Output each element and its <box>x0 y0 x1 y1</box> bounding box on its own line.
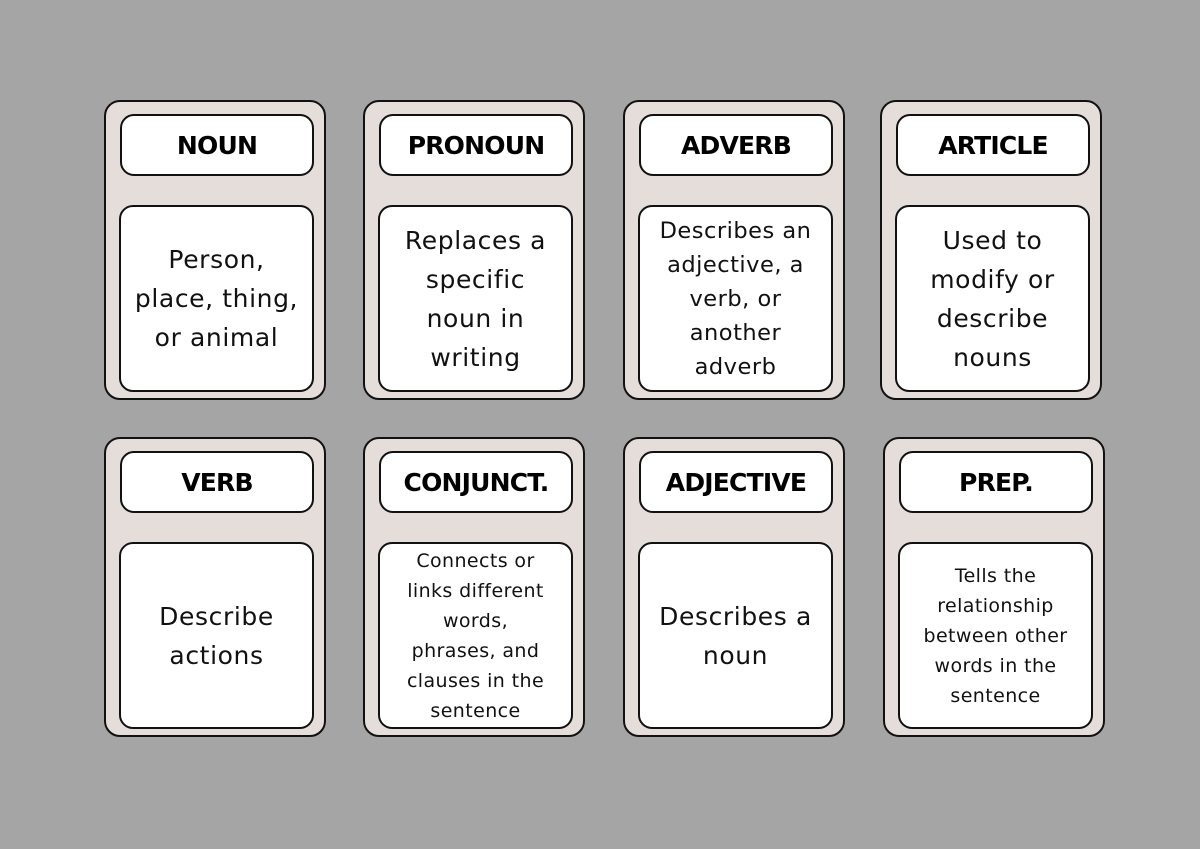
card-title: PREP. <box>959 467 1033 497</box>
card-title-box <box>899 451 1093 513</box>
card-preposition <box>883 437 1105 737</box>
card-title-box <box>120 114 314 176</box>
card-title-box <box>379 114 573 176</box>
description-line: Replaces a specific noun in writing <box>404 225 547 372</box>
card-noun <box>104 100 326 400</box>
card-description <box>659 597 812 675</box>
card-title: CONJUNCT. <box>403 467 549 497</box>
card-title: NOUN <box>176 130 258 160</box>
card-title: PRONOUN <box>407 130 545 160</box>
card-title-box <box>896 114 1090 176</box>
card-description <box>405 221 546 377</box>
card-description <box>159 597 274 675</box>
description-line: Person, place, thing, or animal <box>134 245 299 352</box>
card-description <box>407 546 544 726</box>
card-description-box <box>638 542 833 729</box>
card-adverb <box>623 100 845 400</box>
card-description-box <box>378 542 573 729</box>
card-verb <box>104 437 326 737</box>
card-article <box>880 100 1102 400</box>
card-adjective <box>623 437 845 737</box>
card-description-box <box>119 542 314 729</box>
card-description <box>135 240 298 357</box>
description-line: Connects or links different words, phrases, and clauses in the sentence <box>406 549 545 722</box>
card-description-box <box>898 542 1093 729</box>
card-title: VERB <box>181 467 253 497</box>
card-title: ADVERB <box>680 130 792 160</box>
description-line: Used to modify or describe nouns <box>930 225 1055 372</box>
card-description <box>930 221 1055 377</box>
card-description-box <box>119 205 314 392</box>
card-title-box <box>639 114 833 176</box>
card-title-box <box>639 451 833 513</box>
card-title: ARTICLE <box>938 130 1048 160</box>
card-description <box>660 214 812 384</box>
card-description-box <box>378 205 573 392</box>
card-description-box <box>895 205 1090 392</box>
card-description-box <box>638 205 833 392</box>
card-conjunction <box>363 437 585 737</box>
card-description <box>923 561 1067 711</box>
card-pronoun <box>363 100 585 400</box>
description-line: Describes a noun <box>659 601 812 670</box>
description-line: Describes an adjective, a verb, or another adverb <box>659 217 812 380</box>
card-title-box <box>120 451 314 513</box>
description-line: Describe actions <box>159 601 274 670</box>
card-title: ADJECTIVE <box>665 467 807 497</box>
card-title-box <box>379 451 573 513</box>
description-line: Tells the relationship between other words in the sentence <box>923 564 1068 707</box>
